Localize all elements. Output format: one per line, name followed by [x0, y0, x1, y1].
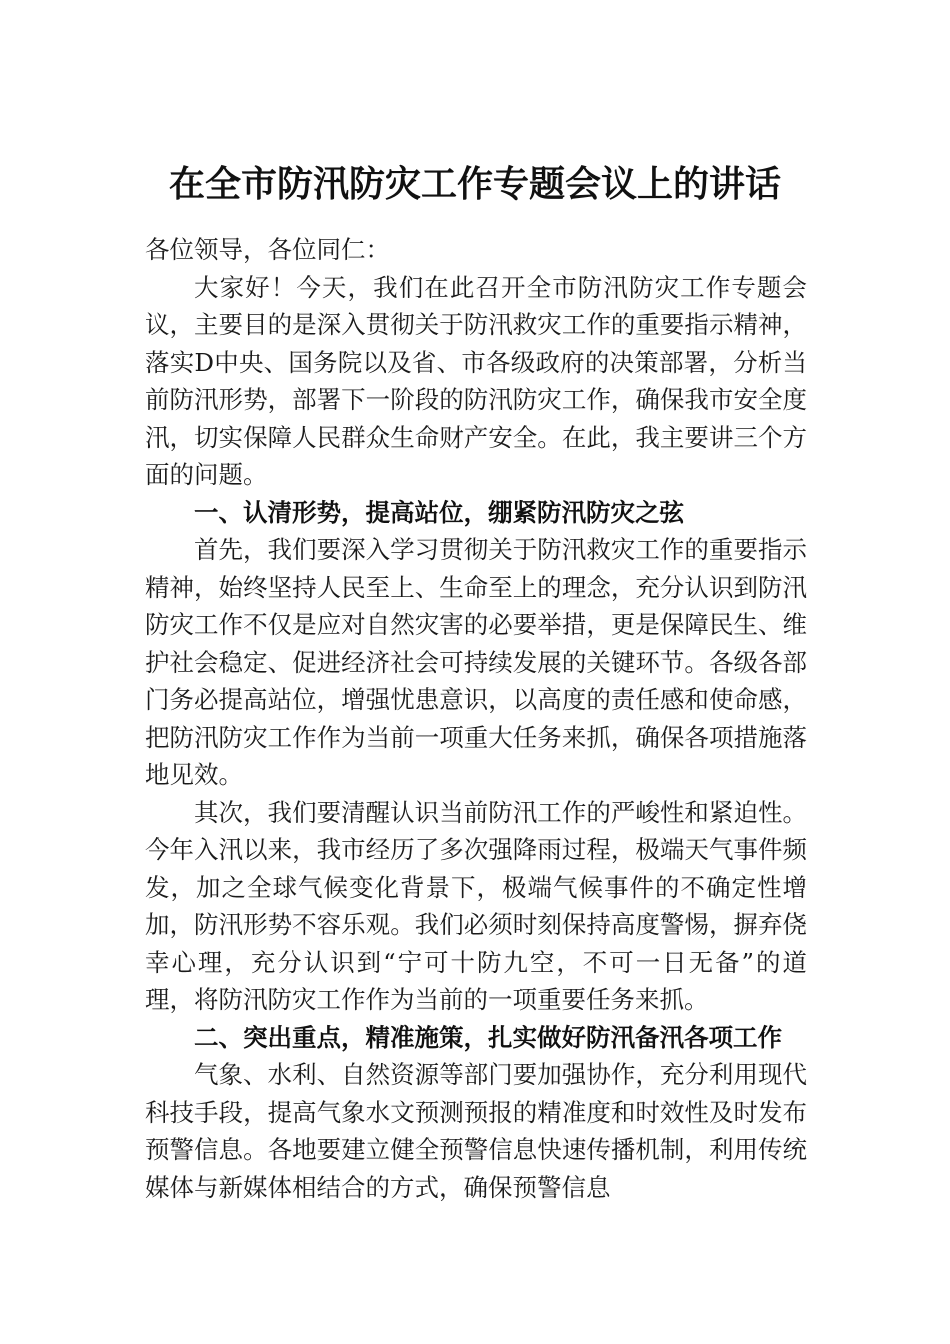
paragraph-opening: 大家好！今天，我们在此召开全市防汛防灾工作专题会议，主要目的是深入贯彻关于防汛救灾工作的重要指示精神，落实D中央、国务院以及省、市各级政府的决策部署，分析当前防汛形势，部署下一阶段的防汛防灾工作，确保我市安全度汛，切实保障人民群众生命财产安全。在此，我主要讲三个方面的问题。 — [145, 272, 807, 489]
section-heading-1: 一、认清形势，提高站位，绷紧防汛防灾之弦 — [194, 497, 684, 527]
document-title: 在全市防汛防灾工作专题会议上的讲话 — [168, 163, 781, 205]
paragraph-second: 其次，我们要清醒认识当前防汛工作的严峻性和紧迫性。今年入汛以来，我市经历了多次强降雨过程，极端天气事件频发，加之全球气候变化背景下，极端气候事件的不确定性增加，防汛形势不容乐观。我们必须时刻保持高度警惕，摒弃侥幸心理，充分认识到“宁可十防九空，不可一日无备”的道理，将防汛防灾工作作为当前的一项重要任务来抓。 — [145, 797, 807, 1014]
salutation: 各位领导，各位同仁： — [145, 235, 390, 264]
paragraph-first: 首先，我们要深入学习贯彻关于防汛救灾工作的重要指示精神，始终坚持人民至上、生命至上的理念，充分认识到防汛防灾工作不仅是应对自然灾害的必要举措，更是保障民生、维护社会稳定、促进经济社会可持续发展的关键环节。各级各部门务必提高站位，增强忧患意识，以高度的责任感和使命感，把防汛防灾工作作为当前一项重大任务来抓，确保各项措施落地见效。 — [145, 535, 807, 789]
section-heading-2: 二、突出重点，精准施策，扎实做好防汛备汛各项工作 — [194, 1022, 782, 1052]
paragraph-third: 气象、水利、自然资源等部门要加强协作，充分利用现代科技手段，提高气象水文预测预报的精准度和时效性及时发布预警信息。各地要建立健全预警信息快速传播机制，利用传统媒体与新媒体相结合的方式，确保预警信息 — [145, 1060, 807, 1202]
document-body — [145, 231, 807, 1206]
